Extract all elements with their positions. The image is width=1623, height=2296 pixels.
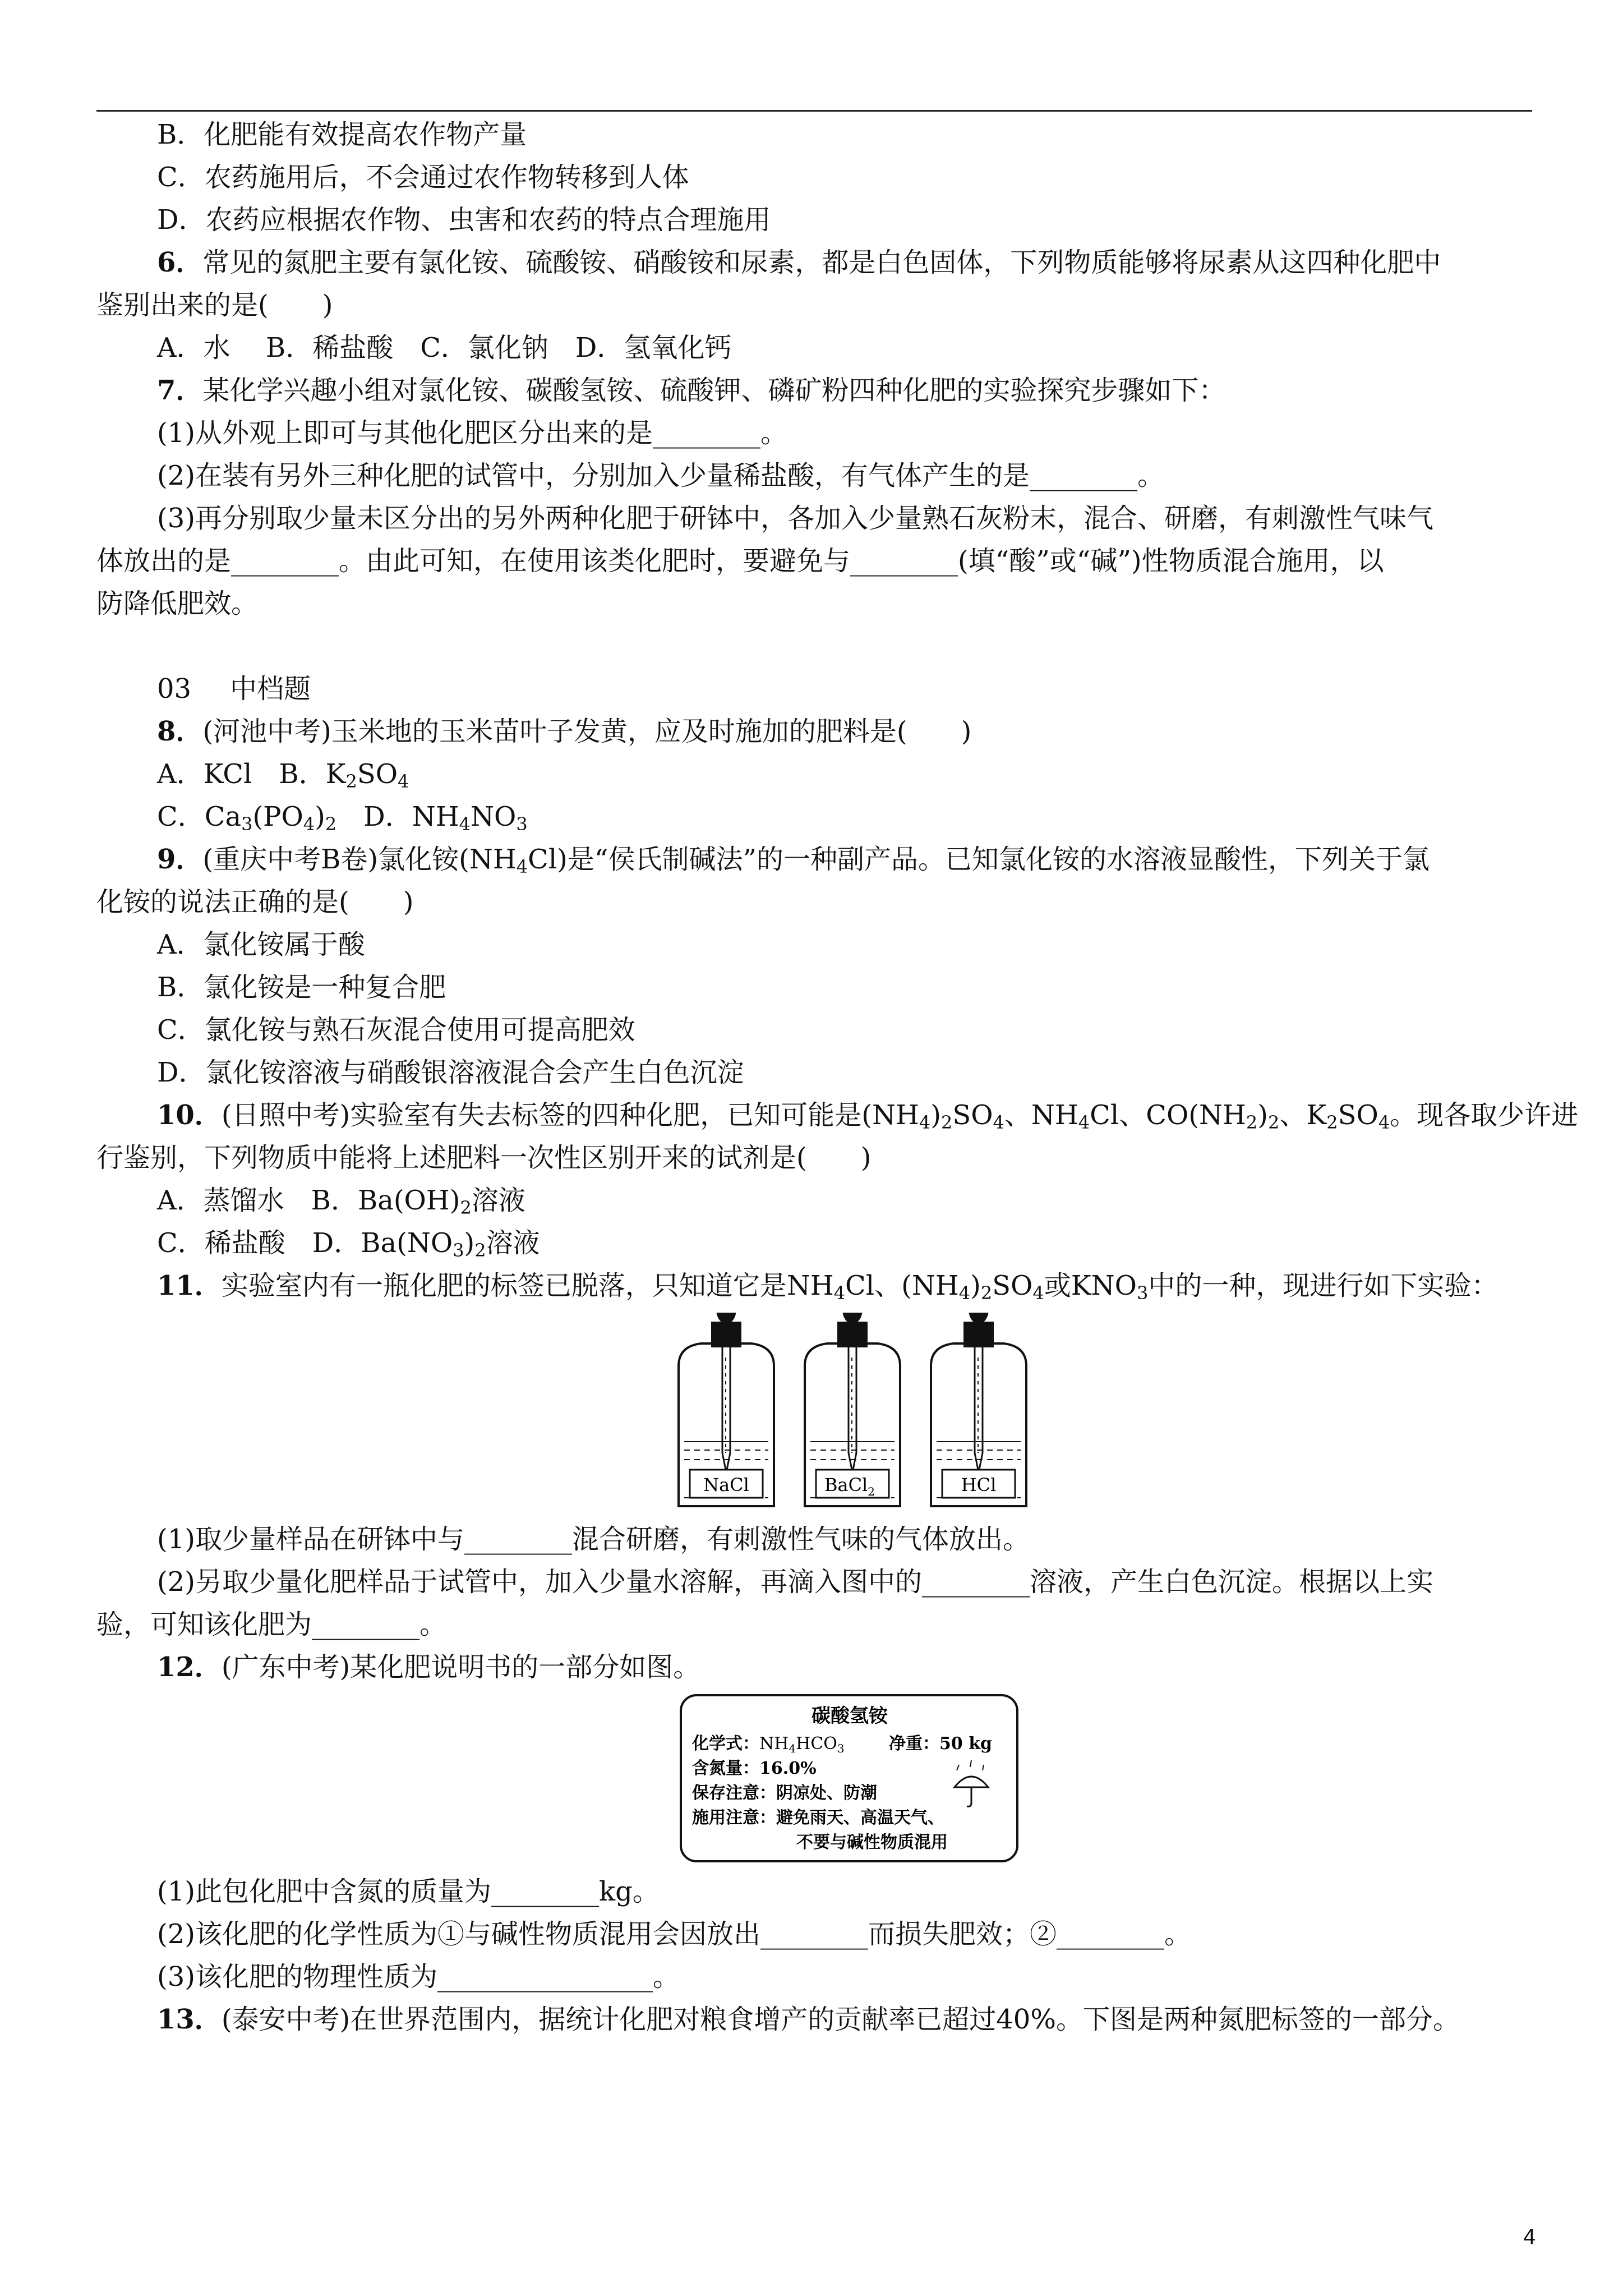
q11-line1: 11．实验室内有一瓶化肥的标签已脱落，只知道它是$NH_4Cl$、$(NH_4)_2SO_4$或$KNO_3$中的一种，现进行如下实验： — [157, 1270, 1498, 1304]
page-number: 4 — [1523, 2226, 1536, 2249]
q11-sub2-line2: 验，可知该化肥为________。 — [96, 1609, 447, 1640]
q9-number: 9． — [157, 844, 203, 875]
q10-options-ab: A．蒸馏水 B．$Ba(OH)_2$溶液 — [157, 1185, 525, 1218]
q12-sub3: (3)该化肥的物理性质为________________。 — [157, 1961, 680, 1993]
bottle-label-hcl: HCl — [961, 1474, 997, 1496]
q7-sub3-line3: 防降低肥效。 — [96, 588, 259, 619]
q7-sub3-line2: 体放出的是________。由此可知，在使用该类化肥时，要避免与________(填“酸”或“碱”)性物质混合施用，以 — [96, 545, 1384, 577]
bottle-label-nacl: NaCl — [703, 1474, 749, 1496]
dropper-bottle-bacl2 — [805, 1313, 900, 1506]
q8-options-ab: A．KCl B．$K_2SO_4$ — [157, 758, 409, 792]
label-formula: 化学式：$NH_4HCO_3$ — [692, 1734, 845, 1755]
dropper-bottles-figure — [667, 1313, 1032, 1515]
q10-line1: 10．(日照中考)实验室有失去标签的四种化肥，已知可能是$(NH_4)_2SO_4$、$NH_4Cl$、$CO(NH_2)_2$、$K_2SO_4$。现各取少许进 — [157, 1099, 1579, 1133]
q7-sub3-line1: (3)再分别取少量未区分出的另外两种化肥于研钵中，各加入少量熟石灰粉末，混合、研磨，有刺激性气味气 — [157, 503, 1433, 534]
q8-number: 8． — [157, 716, 203, 747]
q10-options-cd: C．稀盐酸 D．$Ba(NO_3)_2$溶液 — [157, 1227, 540, 1261]
q6-options: A．水 B．稀盐酸 C．氯化钠 D．氢氧化钙 — [157, 332, 732, 364]
label-title: 碳酸氢铵 — [811, 1705, 888, 1727]
q7-number: 7． — [157, 375, 203, 406]
q9-option-a: A．氯化铵属于酸 — [157, 929, 365, 960]
q11-sub1: (1)取少量样品在研钵中与________混合研磨，有刺激性气味的气体放出。 — [157, 1524, 1030, 1555]
q5-option-c: C．农药施用后，不会通过农作物转移到人体 — [157, 162, 689, 193]
label-storage: 保存注意：阴凉处、防潮 — [692, 1783, 877, 1803]
q12-sub1: (1)此包化肥中含氮的质量为________kg。 — [157, 1876, 660, 1907]
q6-line1: 6．常见的氮肥主要有氯化铵、硫酸铵、硝酸铵和尿素，都是白色固体，下列物质能够将尿素从这四种化肥中 — [157, 247, 1441, 278]
label-use-line2: 不要与碱性物质混用 — [796, 1833, 948, 1852]
q13-number: 13． — [157, 2004, 222, 2035]
label-nitrogen: 含氮量：16.0% — [692, 1759, 817, 1778]
fertilizer-label-figure — [679, 1693, 1021, 1867]
q9-line2: 化铵的说法正确的是( ) — [96, 886, 414, 918]
dropper-bottle-nacl — [679, 1313, 774, 1506]
section-number: 03 — [157, 673, 192, 705]
q9-option-c: C．氯化铵与熟石灰混合使用可提高肥效 — [157, 1014, 635, 1046]
bottle-label-bacl2: BaCl$_2$ — [824, 1474, 875, 1498]
q12-number: 12． — [157, 1651, 222, 1683]
q5-option-d: D．农药应根据农作物、虫害和农药的特点合理施用 — [157, 204, 771, 236]
q12-sub2: (2)该化肥的化学性质为①与碱性物质混用会因放出________而损失肥效；②________。 — [157, 1918, 1191, 1950]
q7-line1: 7．某化学兴趣小组对氯化铵、碳酸氢铵、硫酸钾、磷矿粉四种化肥的实验探究步骤如下： — [157, 375, 1226, 406]
q7-sub1: (1)从外观上即可与其他化肥区分出来的是________。 — [157, 417, 787, 449]
q8-options-cd: C．$Ca_3(PO_4)_2$ D．$NH_4NO_3$ — [157, 801, 528, 835]
section-heading — [157, 672, 1525, 706]
q8-line1: 8．(河池中考)玉米地的玉米苗叶子发黄，应及时施加的肥料是( ) — [157, 716, 972, 747]
label-weight: 净重：50 kg — [889, 1734, 992, 1754]
section-title: 中档题 — [230, 673, 311, 705]
q9-option-b: B．氯化铵是一种复合肥 — [157, 972, 446, 1003]
q11-number: 11． — [157, 1270, 222, 1301]
q11-sub2-line1: (2)另取少量化肥样品于试管中，加入少量水溶解，再滴入图中的________溶液，产生白色沉淀。根据以上实 — [157, 1566, 1433, 1598]
q9-option-d: D．氯化铵溶液与硝酸银溶液混合会产生白色沉淀 — [157, 1057, 744, 1088]
label-use-line1: 施用注意：避免雨天、高温天气、 — [692, 1808, 944, 1828]
q9-line1: 9．(重庆中考B卷)氯化铵$(NH_4Cl)$是“侯氏制碱法”的一种副产品。已知氯化铵的水溶液显酸性，下列关于氯 — [157, 844, 1430, 877]
dropper-bottle-hcl — [931, 1313, 1026, 1506]
q6-line2: 鉴别出来的是( ) — [96, 289, 333, 321]
q12-line1: 12．(广东中考)某化肥说明书的一部分如图。 — [157, 1651, 700, 1683]
q5-option-b: B．化肥能有效提高农作物产量 — [157, 119, 527, 150]
q6-number: 6． — [157, 247, 203, 278]
q10-number: 10． — [157, 1099, 222, 1131]
q10-line2: 行鉴别，下列物质中能将上述肥料一次性区别开来的试剂是( ) — [96, 1142, 872, 1174]
q13-line1: 13．(泰安中考)在世界范围内，据统计化肥对粮食增产的贡献率已超过40%。下图是两种氮肥标签的一部分。 — [157, 2004, 1460, 2035]
q7-sub2: (2)在装有另外三种化肥的试管中，分别加入少量稀盐酸，有气体产生的是________。 — [157, 460, 1164, 491]
header-rule — [96, 110, 1532, 112]
